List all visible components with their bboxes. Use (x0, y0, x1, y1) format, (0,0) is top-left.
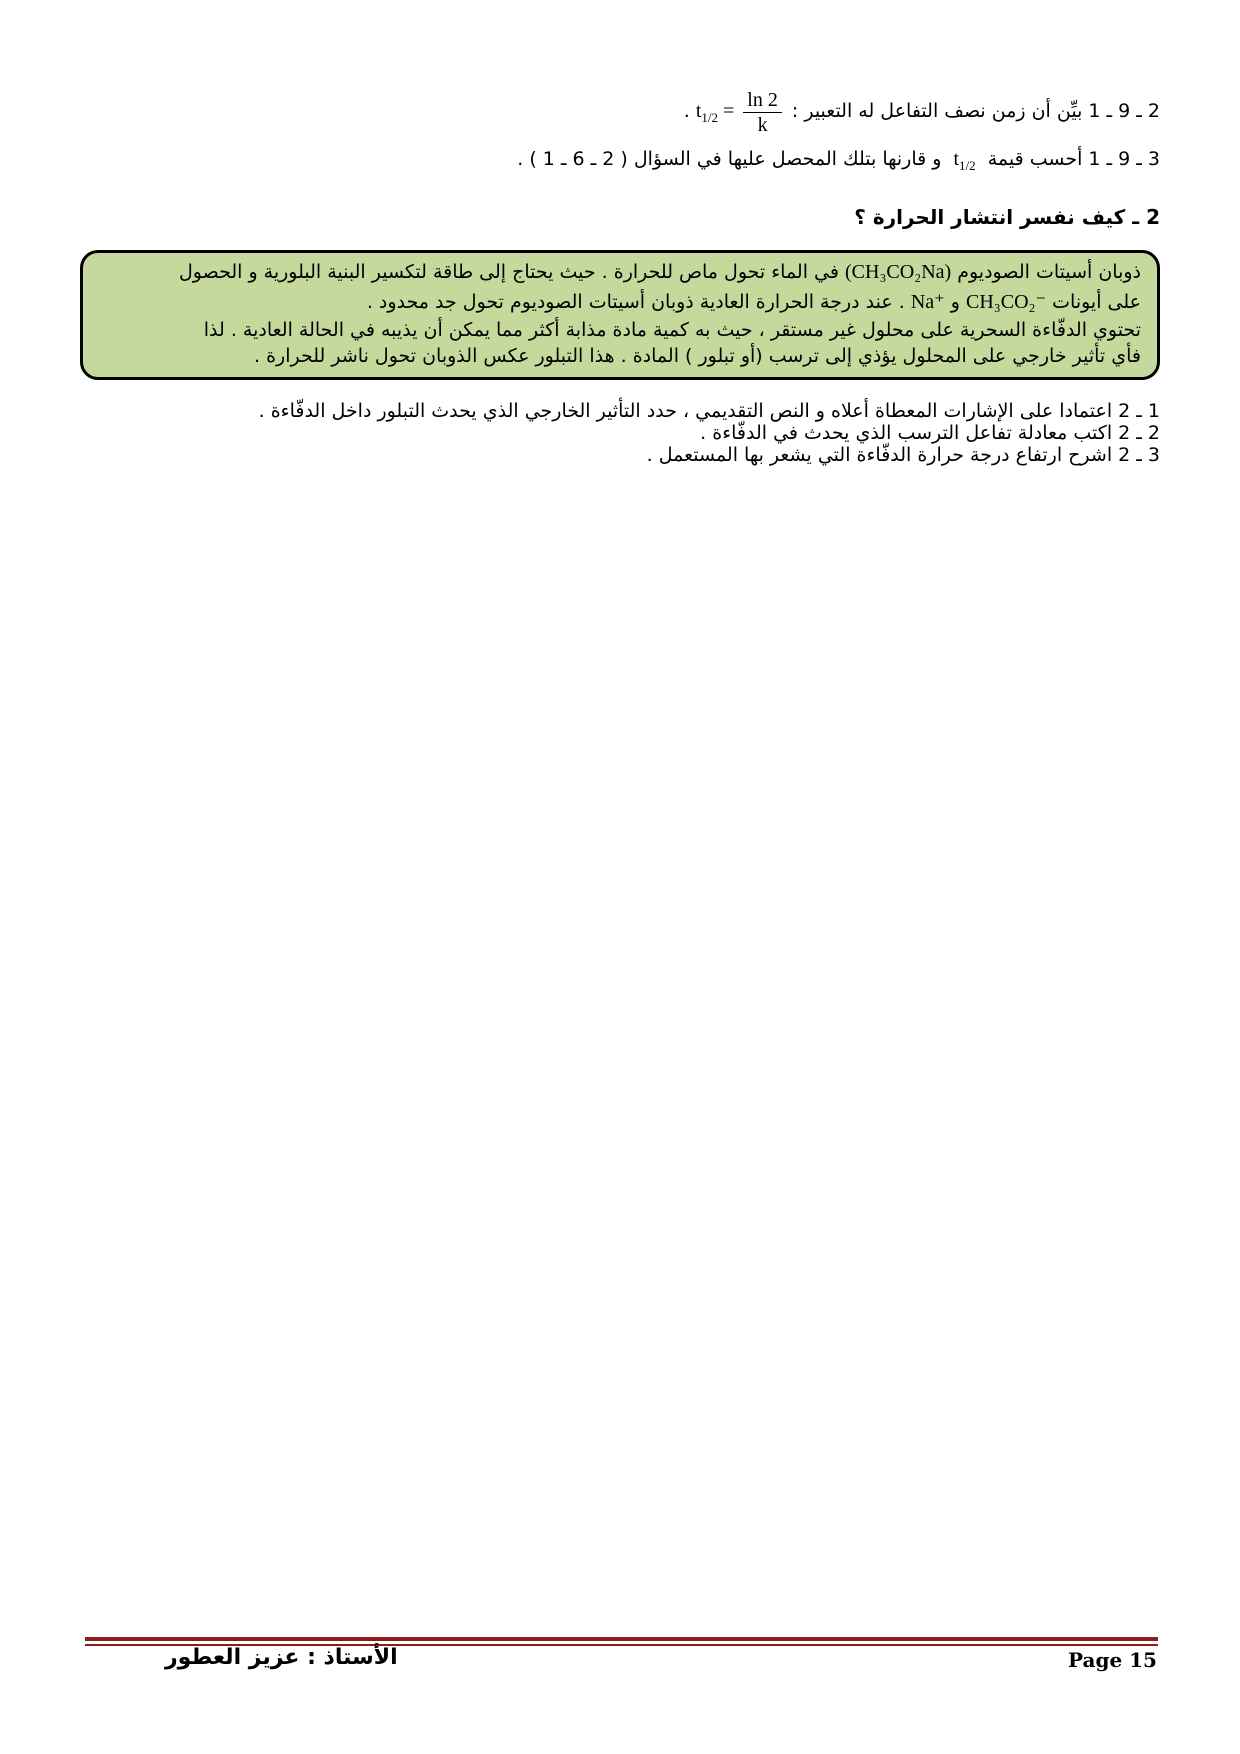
author-name: الأستاذ : عزيز العطور (165, 1645, 398, 1670)
half-life-formula: $t_{1/2}$ = $\frac{\ln 2}{k}$ (696, 88, 786, 137)
question-text: 2 ـ 9 ـ 1 بيِّن أن زمن نصف التفاعل له التعبير : (791, 100, 1160, 123)
half-life-symbol: $t_{1/2}$ (953, 148, 976, 173)
sodium-ion: Na⁺ (910, 291, 945, 313)
info-line-4: فأي تأثير خارجي على المحلول يؤذي إلى ترسب (أو تبلور ) المادة . هذا التبلور عكس الذوبان تحول ناشر للحرارة . (254, 345, 1141, 367)
question-item: 3 ـ 2 اشرح ارتفاع درجة حرارة الدفّاءة التي يشعر بها المستعمل . (646, 444, 1160, 466)
sodium-acetate-formula: (CH₃CO₂Na) (845, 261, 952, 283)
acetate-ion: CH₃CO₂⁻ (966, 291, 1047, 313)
info-line-2: على أيونات CH₃CO₂⁻ و Na⁺ . عند درجة الحرارة العادية ذوبان أسيتات الصوديوم تحول جد محدود . (366, 291, 1141, 313)
question-2-9-1: 2 ـ 9 ـ 1 بيِّن أن زمن نصف التفاعل له التعبير : $t_{1/2}$ = $\frac{\ln 2}{k}$ . (683, 89, 1160, 136)
fraction-numerator: ln 2 (743, 88, 782, 113)
info-line-1: ذوبان أسيتات الصوديوم (CH₃CO₂Na) في الماء تحول ماص للحرارة . حيث يحتاج إلى طاقة لتكسير البنية البلورية و الحصول (178, 261, 1141, 283)
question-item: 2 ـ 2 اكتب معادلة تفاعل الترسب الذي يحدث في الدفّاءة . (700, 422, 1160, 444)
questions-list (80, 400, 1160, 466)
question-3-9-1: 3 ـ 9 ـ 1 أحسب قيمة $t_{1/2}$ و قارنها بتلك المحصل عليها في السؤال ( 2 ـ 6 ـ 1 ) . (80, 146, 1160, 179)
section-heading: 2 ـ كيف نفسر انتشار الحرارة ؟ (854, 205, 1160, 229)
page-number: Page 15 (1068, 1648, 1157, 1672)
info-line-3: تحتوي الدفّاءة السحرية على محلول غير مستقر ، حيث به كمية مادة مذابة أكثر مما يمكن أن يذيبه في الحالة العادية . لذا (203, 319, 1141, 341)
info-box (80, 250, 1160, 380)
fraction-denominator: k (757, 114, 768, 136)
question-item: 1 ـ 2 اعتمادا على الإشارات المعطاة أعلاه و النص التقديمي ، حدد التأثير الخارجي الذي يحدث التبلور داخل الدفّاءة . (258, 400, 1160, 422)
question-text: 3 ـ 9 ـ 1 أحسب قيمة (987, 148, 1160, 170)
fraction (743, 88, 782, 137)
